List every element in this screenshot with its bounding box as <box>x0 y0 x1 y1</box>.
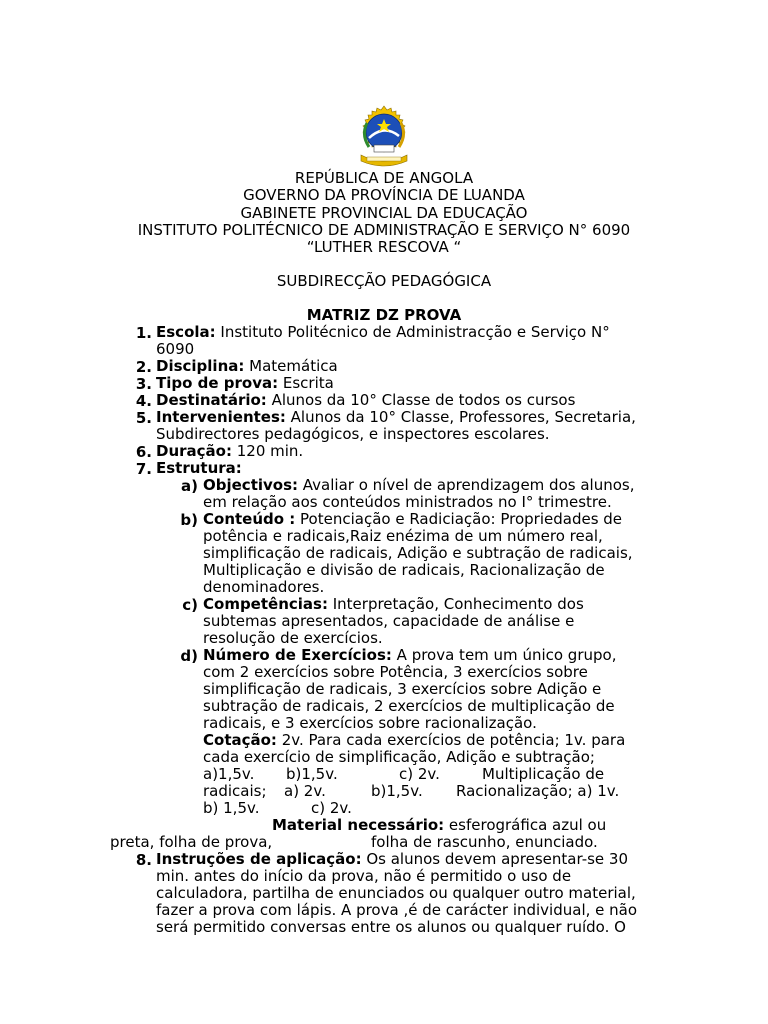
header-institute: INSTITUTO POLITÉCNICO DE ADMINISTRAÇÃO E SERVIÇO N° 6090 <box>137 221 631 239</box>
header-government: GOVERNO DA PROVÍNCIA DE LUANDA <box>243 186 525 204</box>
material-label: Material necessário: <box>272 816 445 834</box>
objectivos-text-cont: em relação aos conteúdos ministrados no I° trimestre. <box>203 493 612 511</box>
material-text: esferográfica azul ou <box>444 816 607 834</box>
subitem-numero <box>203 647 616 664</box>
instrucoes-text-cont: min. antes do início da prova, não é permitido o uso de <box>156 867 572 885</box>
subitem-letter: a) <box>181 477 198 495</box>
subitem-objectivos <box>203 477 634 494</box>
competencias-text-cont: subtemas apresentados, capacidade de análise e <box>203 612 575 630</box>
tipo-label: Tipo de prova: <box>156 374 279 392</box>
numero-text-cont: radicais, e 3 exercícios sobre racionalização. <box>203 714 537 732</box>
item-escola <box>156 324 610 341</box>
escola-text-cont: 6090 <box>156 340 195 358</box>
conteudo-label: Conteúdo : <box>203 510 296 528</box>
conteudo-text-cont: denominadores. <box>203 578 325 596</box>
material-text-cont: preta, folha de prova, <box>110 833 273 851</box>
item-duracao <box>156 443 303 460</box>
destinatario-label: Destinatário: <box>156 391 267 409</box>
material-text-cont: folha de rascunho, enunciado. <box>371 833 598 851</box>
cotacao-multiplicacao: Multiplicação de <box>482 765 605 783</box>
subitem-competencias <box>203 596 584 613</box>
header-cabinet: GABINETE PROVINCIAL DA EDUCAÇÃO <box>240 204 528 222</box>
numero-text-cont: simplificação de radicais, 3 exercícios sobre Adição e <box>203 680 602 698</box>
estrutura-label: Estrutura: <box>156 459 242 477</box>
conteudo-text-cont: simplificação de radicais, Adição e subtração de radicais, <box>203 544 633 562</box>
item-tipo <box>156 375 334 392</box>
instrucoes-text-cont: calculadora, partilha de enunciados ou qualquer outro material, <box>156 884 636 902</box>
item-number: 8. <box>135 851 152 869</box>
material-line <box>272 817 606 834</box>
item-number: 1. <box>135 324 152 342</box>
instrucoes-label: Instruções de aplicação: <box>156 850 362 868</box>
cotacao-text-cont: cada exercício de simplificação, Adição e subtração; <box>203 748 595 766</box>
cotacao-a: a) 2v. <box>284 782 326 800</box>
item-number: 2. <box>135 358 152 376</box>
angola-coat-of-arms-icon <box>347 103 421 169</box>
item-number: 7. <box>135 460 152 478</box>
numero-text-cont: com 2 exercícios sobre Potência, 3 exercícios sobre <box>203 663 588 681</box>
item-intervenientes <box>156 409 636 426</box>
header-republic: REPÚBLICA DE ANGOLA <box>294 169 474 187</box>
instrucoes-text-cont: fazer a prova com lápis. A prova ,é de carácter individual, e não <box>156 901 638 919</box>
conteudo-text-cont: potência e radicais,Raiz enézima de um número real, <box>203 527 603 545</box>
cotacao-line <box>203 732 625 749</box>
objectivos-label: Objectivos: <box>203 476 299 494</box>
subitem-letter: b) <box>180 511 198 529</box>
competencias-text-cont: resolução de exercícios. <box>203 629 383 647</box>
item-instrucoes <box>156 851 628 868</box>
cotacao-b: b)1,5v. <box>371 782 423 800</box>
item-number: 3. <box>135 375 152 393</box>
objectivos-text: Avaliar o nível de aprendizagem dos alunos, <box>298 476 635 494</box>
disciplina-text: Matemática <box>244 357 338 375</box>
escola-text: Instituto Politécnico de Administracção e Serviço N° <box>215 323 610 341</box>
instrucoes-text: Os alunos devem apresentar-se 30 <box>361 850 629 868</box>
subitem-conteudo <box>203 511 622 528</box>
intervenientes-text-cont: Subdirectores pedagógicos, e inspectores escolares. <box>156 425 550 443</box>
cotacao-b: b)1,5v. <box>286 765 338 783</box>
competencias-text: Interpretação, Conhecimento dos <box>327 595 584 613</box>
numero-label: Número de Exercícios: <box>203 646 392 664</box>
cotacao-label: Cotação: <box>203 731 277 749</box>
item-destinatario <box>156 392 575 409</box>
intervenientes-text: Alunos da 10° Classe, Professores, Secretaria, <box>285 408 636 426</box>
header-department: SUBDIRECÇÃO PEDAGÓGICA <box>276 272 492 290</box>
disciplina-label: Disciplina: <box>156 357 245 375</box>
duracao-label: Duração: <box>156 442 232 460</box>
item-disciplina <box>156 358 338 375</box>
numero-text-cont: subtração de radicais, 2 exercícios de multiplicação de <box>203 697 615 715</box>
item-number: 6. <box>135 443 152 461</box>
conteudo-text-cont: Multiplicação e divisão de radicais, Racionalização de <box>203 561 605 579</box>
instrucoes-text-cont: será permitido conversas entre os alunos ou qualquer ruído. O <box>156 918 626 936</box>
subitem-letter: d) <box>180 647 198 665</box>
destinatario-text: Alunos da 10° Classe de todos os cursos <box>266 391 576 409</box>
cotacao-text: 2v. Para cada exercícios de potência; 1v. para <box>276 731 626 749</box>
cotacao-c: c) 2v. <box>399 765 440 783</box>
tipo-text: Escrita <box>278 374 334 392</box>
cotacao-racionalizacao: Racionalização; a) 1v. <box>456 782 620 800</box>
subitem-letter: c) <box>182 596 198 614</box>
header-nickname: “LUTHER RESCOVA “ <box>306 238 462 256</box>
duracao-text: 120 min. <box>231 442 304 460</box>
numero-text: A prova tem um único grupo, <box>391 646 617 664</box>
intervenientes-label: Intervenientes: <box>156 408 286 426</box>
item-number: 4. <box>135 392 152 410</box>
cotacao-radicais: radicais; <box>203 782 267 800</box>
item-number: 5. <box>135 409 152 427</box>
cotacao-b: b) 1,5v. <box>203 799 260 817</box>
escola-label: Escola: <box>156 323 216 341</box>
competencias-label: Competências: <box>203 595 328 613</box>
cotacao-a: a)1,5v. <box>203 765 255 783</box>
document-title: MATRIZ DZ PROVA <box>306 306 462 324</box>
cotacao-c: c) 2v. <box>311 799 352 817</box>
conteudo-text: Potenciação e Radiciação: Propriedades de <box>295 510 623 528</box>
